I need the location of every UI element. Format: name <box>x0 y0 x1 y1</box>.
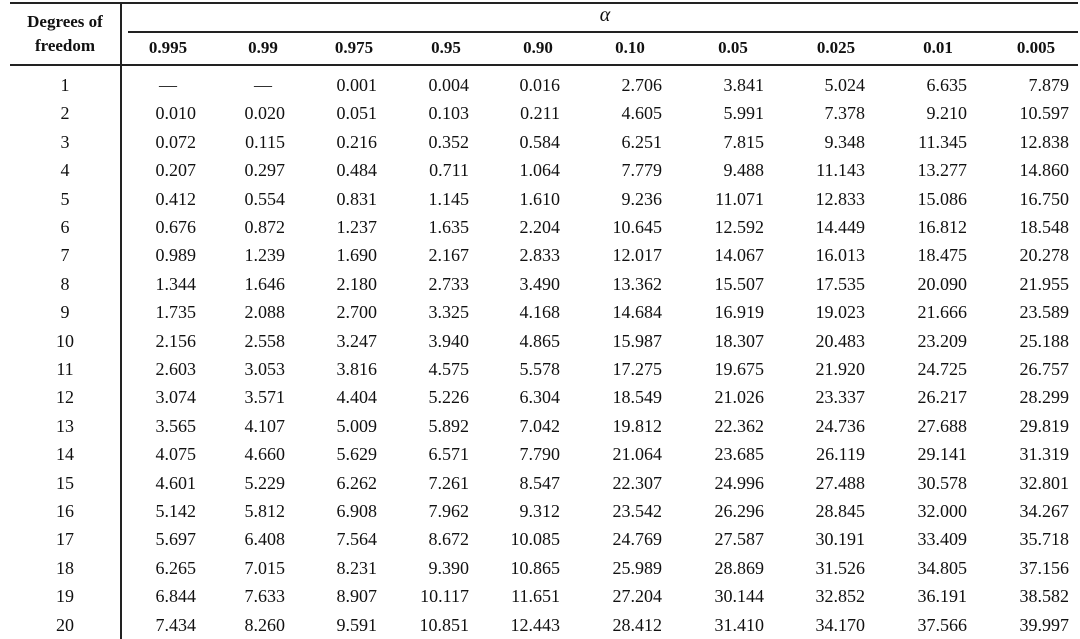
value-cell: 18.548 <box>1019 217 1069 237</box>
value-cell: 28.299 <box>1019 387 1069 408</box>
value-cell: 0.872 <box>244 217 285 237</box>
table-row <box>0 327 1080 355</box>
value-cell: 9.390 <box>428 557 469 578</box>
value-cell: 21.064 <box>612 444 662 465</box>
value-cell: 1.735 <box>155 302 196 323</box>
value-cell: 19.675 <box>714 359 764 379</box>
value-cell: 2.180 <box>336 273 377 294</box>
header-bottom-rule <box>10 64 1078 66</box>
value-cell: 5.991 <box>723 103 764 124</box>
value-cell: 5.697 <box>155 529 196 550</box>
value-cell: 6.408 <box>244 529 285 550</box>
value-cell: 21.666 <box>917 302 967 323</box>
value-cell: 20.090 <box>917 273 967 294</box>
value-cell: 2.706 <box>621 75 662 95</box>
df-cell: 5 <box>60 188 70 209</box>
value-cell: 5.229 <box>244 472 285 493</box>
table-row <box>0 128 1080 156</box>
value-cell: 2.167 <box>428 245 469 266</box>
value-cell: 8.907 <box>336 586 377 607</box>
table-row <box>0 241 1080 269</box>
value-cell: 26.296 <box>714 501 764 521</box>
value-cell: 15.987 <box>612 330 662 351</box>
value-cell: 21.026 <box>714 387 764 408</box>
alpha-column-header: 0.995 <box>148 38 188 57</box>
alpha-underline-rule <box>128 31 1078 33</box>
table-row <box>0 440 1080 468</box>
value-cell: 7.015 <box>244 557 285 578</box>
value-cell: 32.852 <box>815 586 865 607</box>
alpha-column-header: 0.99 <box>248 38 278 57</box>
value-cell: 3.816 <box>336 359 377 379</box>
df-cell: 18 <box>56 557 74 578</box>
value-cell: 30.144 <box>714 586 764 607</box>
value-cell: 25.188 <box>1019 330 1069 351</box>
value-cell: 7.378 <box>824 103 865 124</box>
alpha-column-header: 0.90 <box>523 38 553 57</box>
table-row <box>0 525 1080 553</box>
value-cell: 9.488 <box>723 160 764 181</box>
value-cell: 9.312 <box>519 501 560 521</box>
value-cell: 3.571 <box>244 387 285 408</box>
value-cell: 26.217 <box>917 387 967 408</box>
value-cell: 30.191 <box>815 529 865 550</box>
value-cell: 0.016 <box>519 75 560 95</box>
value-cell: 8.672 <box>428 529 469 550</box>
value-cell: 9.236 <box>621 188 662 209</box>
value-cell: 2.558 <box>244 330 285 351</box>
value-cell: 27.688 <box>917 415 967 436</box>
value-cell: 7.042 <box>519 415 560 436</box>
value-cell: 3.565 <box>155 415 196 436</box>
value-cell: 4.660 <box>244 444 285 465</box>
alpha-column-header: 0.975 <box>334 38 374 57</box>
value-cell: 12.833 <box>815 188 865 209</box>
value-cell: 3.490 <box>519 273 560 294</box>
value-cell: 17.535 <box>815 273 865 294</box>
table-row <box>0 554 1080 582</box>
value-cell: 5.009 <box>336 415 377 436</box>
value-cell: 1.690 <box>336 245 377 266</box>
value-cell: 36.191 <box>917 586 967 607</box>
value-cell: 1.237 <box>336 217 377 237</box>
value-cell: 0.020 <box>244 103 285 124</box>
value-cell: 12.443 <box>510 614 560 635</box>
df-cell: 7 <box>60 245 70 266</box>
value-cell: 10.597 <box>1019 103 1069 124</box>
df-cell: 20 <box>56 614 74 635</box>
value-cell: 1.635 <box>428 217 469 237</box>
value-cell: 7.779 <box>621 160 662 181</box>
value-cell: 14.449 <box>815 217 865 237</box>
value-cell: 2.204 <box>519 217 560 237</box>
value-cell: 37.156 <box>1019 557 1069 578</box>
value-cell: 22.307 <box>612 472 662 493</box>
value-cell: 4.107 <box>244 415 285 436</box>
value-cell: 16.919 <box>714 302 764 323</box>
value-cell: 6.908 <box>336 501 377 521</box>
value-cell: 35.718 <box>1019 529 1069 550</box>
value-cell: 7.564 <box>336 529 377 550</box>
value-cell: 13.362 <box>612 273 662 294</box>
value-cell: 23.542 <box>612 501 662 521</box>
df-cell: 4 <box>60 160 70 181</box>
value-cell: 6.265 <box>155 557 196 578</box>
value-cell: 11.651 <box>511 586 560 607</box>
value-cell: 1.064 <box>519 160 560 181</box>
value-cell: 0.831 <box>336 188 377 209</box>
alpha-column-header: 0.95 <box>431 38 461 57</box>
value-cell: 2.603 <box>155 359 196 379</box>
table-row <box>0 185 1080 213</box>
alpha-column-header: 0.005 <box>1016 38 1056 57</box>
value-cell: 3.841 <box>723 75 764 95</box>
value-cell: 4.601 <box>155 472 196 493</box>
value-cell: 6.262 <box>336 472 377 493</box>
table-row <box>0 497 1080 525</box>
value-cell: 0.584 <box>519 131 560 152</box>
value-cell: 0.072 <box>155 131 196 152</box>
value-cell: 4.605 <box>621 103 662 124</box>
value-cell: 1.344 <box>155 273 196 294</box>
value-cell: 27.204 <box>612 586 662 607</box>
value-cell: 3.940 <box>428 330 469 351</box>
value-cell: 1.239 <box>244 245 285 266</box>
value-cell: 37.566 <box>917 614 967 635</box>
value-cell: 0.001 <box>336 75 377 95</box>
df-cell: 13 <box>56 415 74 436</box>
value-cell: 5.226 <box>428 387 469 408</box>
value-cell: 0.484 <box>336 160 377 181</box>
value-cell: 10.851 <box>419 614 469 635</box>
value-cell: 31.526 <box>815 557 865 578</box>
value-cell: 16.013 <box>815 245 865 266</box>
value-cell: 6.635 <box>926 75 967 95</box>
alpha-header: α <box>599 4 611 26</box>
df-cell: 19 <box>56 586 74 607</box>
value-cell: 33.409 <box>917 529 967 550</box>
value-cell: 2.700 <box>336 302 377 323</box>
value-cell: 0.051 <box>336 103 377 124</box>
value-cell: 31.410 <box>714 614 764 635</box>
table-row <box>0 213 1080 241</box>
value-cell: 32.801 <box>1019 472 1069 493</box>
value-cell: 0.352 <box>428 131 469 152</box>
df-cell: 1 <box>60 75 70 95</box>
value-cell: 6.251 <box>621 131 662 152</box>
value-cell: 24.769 <box>612 529 662 550</box>
value-cell: 0.103 <box>428 103 469 124</box>
value-cell: 24.725 <box>917 359 967 379</box>
value-cell: 5.024 <box>824 75 865 95</box>
value-cell: 28.412 <box>612 614 662 635</box>
value-cell: 5.142 <box>155 501 196 521</box>
value-cell: 10.645 <box>612 217 662 237</box>
value-cell: 30.578 <box>917 472 967 493</box>
df-cell: 15 <box>56 472 74 493</box>
table-top-rule <box>10 2 1078 4</box>
value-cell: 0.211 <box>520 103 560 124</box>
value-cell: 15.086 <box>917 188 967 209</box>
value-cell: 20.278 <box>1019 245 1069 266</box>
df-cell: 9 <box>60 302 70 323</box>
value-cell: 20.483 <box>815 330 865 351</box>
value-cell: 12.838 <box>1019 131 1069 152</box>
value-cell: 29.819 <box>1019 415 1069 436</box>
value-cell: 1.145 <box>428 188 469 209</box>
value-cell: 9.210 <box>926 103 967 124</box>
value-cell: 5.578 <box>519 359 560 379</box>
value-cell: 0.004 <box>428 75 469 95</box>
value-cell: 29.141 <box>917 444 967 465</box>
dof-header-line-2: freedom <box>34 36 96 55</box>
value-cell: 14.067 <box>714 245 764 266</box>
value-cell: 27.587 <box>714 529 764 550</box>
value-cell: 18.475 <box>917 245 967 266</box>
value-cell: 7.879 <box>1028 75 1069 95</box>
df-cell: 10 <box>56 330 74 351</box>
value-cell: 9.591 <box>336 614 377 635</box>
value-cell: — <box>254 75 272 95</box>
value-cell: 11.143 <box>816 160 865 181</box>
alpha-column-header: 0.10 <box>615 38 645 57</box>
value-cell: 23.685 <box>714 444 764 465</box>
alpha-column-header: 0.05 <box>718 38 748 57</box>
value-cell: 6.304 <box>519 387 560 408</box>
value-cell: 19.023 <box>815 302 865 323</box>
table-row <box>0 71 1080 99</box>
value-cell: 12.017 <box>612 245 662 266</box>
value-cell: 16.812 <box>917 217 967 237</box>
value-cell: 7.434 <box>155 614 196 635</box>
value-cell: 11.071 <box>715 188 764 209</box>
value-cell: 26.119 <box>816 444 865 465</box>
df-cell: 3 <box>60 131 70 152</box>
value-cell: 18.307 <box>714 330 764 351</box>
df-cell: 14 <box>56 444 74 465</box>
value-cell: 22.362 <box>714 415 764 436</box>
value-cell: 0.676 <box>155 217 196 237</box>
value-cell: 0.297 <box>244 160 285 181</box>
value-cell: 0.412 <box>155 188 196 209</box>
alpha-column-header: 0.025 <box>816 38 856 57</box>
value-cell: 27.488 <box>815 472 865 493</box>
value-cell: 23.209 <box>917 330 967 351</box>
value-cell: 21.920 <box>815 359 865 379</box>
value-cell: 16.750 <box>1019 188 1069 209</box>
value-cell: 5.629 <box>336 444 377 465</box>
value-cell: 13.277 <box>917 160 967 181</box>
value-cell: 4.075 <box>155 444 196 465</box>
table-row <box>0 156 1080 184</box>
dof-header-line-1: Degrees of <box>27 12 103 31</box>
alpha-column-headers <box>0 34 1080 62</box>
value-cell: 21.955 <box>1019 273 1069 294</box>
value-cell: 24.996 <box>714 472 764 493</box>
value-cell: 14.684 <box>612 302 662 323</box>
value-cell: 2.088 <box>244 302 285 323</box>
value-cell: 2.733 <box>428 273 469 294</box>
value-cell: 6.844 <box>155 586 196 607</box>
value-cell: 0.010 <box>155 103 196 124</box>
value-cell: 23.337 <box>815 387 865 408</box>
value-cell: 8.547 <box>519 472 560 493</box>
value-cell: 28.869 <box>714 557 764 578</box>
value-cell: 15.507 <box>714 273 764 294</box>
table-row <box>0 582 1080 610</box>
value-cell: 28.845 <box>815 501 865 521</box>
table-row <box>0 355 1080 383</box>
value-cell: 6.571 <box>428 444 469 465</box>
value-cell: 5.892 <box>428 415 469 436</box>
value-cell: 10.085 <box>510 529 560 550</box>
table-row <box>0 611 1080 639</box>
value-cell: 14.860 <box>1019 160 1069 181</box>
df-cell: 6 <box>60 217 70 237</box>
value-cell: 32.000 <box>917 501 967 521</box>
alpha-column-header: 0.01 <box>923 38 953 57</box>
value-cell: 1.646 <box>244 273 285 294</box>
value-cell: 7.962 <box>428 501 469 521</box>
value-cell: 4.575 <box>428 359 469 379</box>
df-cell: 8 <box>60 273 70 294</box>
value-cell: 0.115 <box>245 131 285 152</box>
value-cell: 7.790 <box>519 444 560 465</box>
value-cell: 26.757 <box>1019 359 1069 379</box>
value-cell: 34.170 <box>815 614 865 635</box>
value-cell: 0.989 <box>155 245 196 266</box>
value-cell: 24.736 <box>815 415 865 436</box>
table-row <box>0 412 1080 440</box>
value-cell: 4.404 <box>336 387 377 408</box>
table-row <box>0 469 1080 497</box>
value-cell: 3.325 <box>428 302 469 323</box>
value-cell: 0.711 <box>429 160 469 181</box>
table-row <box>0 383 1080 411</box>
value-cell: 18.549 <box>612 387 662 408</box>
value-cell: 7.633 <box>244 586 285 607</box>
value-cell: 31.319 <box>1019 444 1069 465</box>
table-row <box>0 99 1080 127</box>
df-cell: 16 <box>56 501 74 521</box>
value-cell: 2.833 <box>519 245 560 266</box>
value-cell: 0.216 <box>336 131 377 152</box>
df-cell: 2 <box>60 103 70 124</box>
value-cell: 12.592 <box>714 217 764 237</box>
value-cell: 3.074 <box>155 387 196 408</box>
value-cell: 7.261 <box>428 472 469 493</box>
df-cell: 17 <box>56 529 74 550</box>
value-cell: 9.348 <box>824 131 865 152</box>
df-cell: 11 <box>56 359 74 379</box>
value-cell: 11.345 <box>918 131 967 152</box>
value-cell: 38.582 <box>1019 586 1069 607</box>
value-cell: 4.865 <box>519 330 560 351</box>
value-cell: 2.156 <box>155 330 196 351</box>
value-cell: 39.997 <box>1019 614 1069 635</box>
value-cell: 7.815 <box>723 131 764 152</box>
value-cell: 1.610 <box>519 188 560 209</box>
value-cell: 25.989 <box>612 557 662 578</box>
value-cell: 34.267 <box>1019 501 1069 521</box>
value-cell: 10.865 <box>510 557 560 578</box>
value-cell: 8.260 <box>244 614 285 635</box>
df-cell: 12 <box>56 387 74 408</box>
table-row <box>0 298 1080 326</box>
value-cell: 4.168 <box>519 302 560 323</box>
value-cell: 0.207 <box>155 160 196 181</box>
value-cell: 23.589 <box>1019 302 1069 323</box>
value-cell: 17.275 <box>612 359 662 379</box>
value-cell: 3.053 <box>244 359 285 379</box>
table-row <box>0 270 1080 298</box>
value-cell: — <box>159 75 177 95</box>
value-cell: 19.812 <box>612 415 662 436</box>
value-cell: 10.117 <box>420 586 469 607</box>
value-cell: 8.231 <box>336 557 377 578</box>
value-cell: 34.805 <box>917 557 967 578</box>
value-cell: 5.812 <box>244 501 285 521</box>
value-cell: 3.247 <box>336 330 377 351</box>
value-cell: 0.554 <box>244 188 285 209</box>
